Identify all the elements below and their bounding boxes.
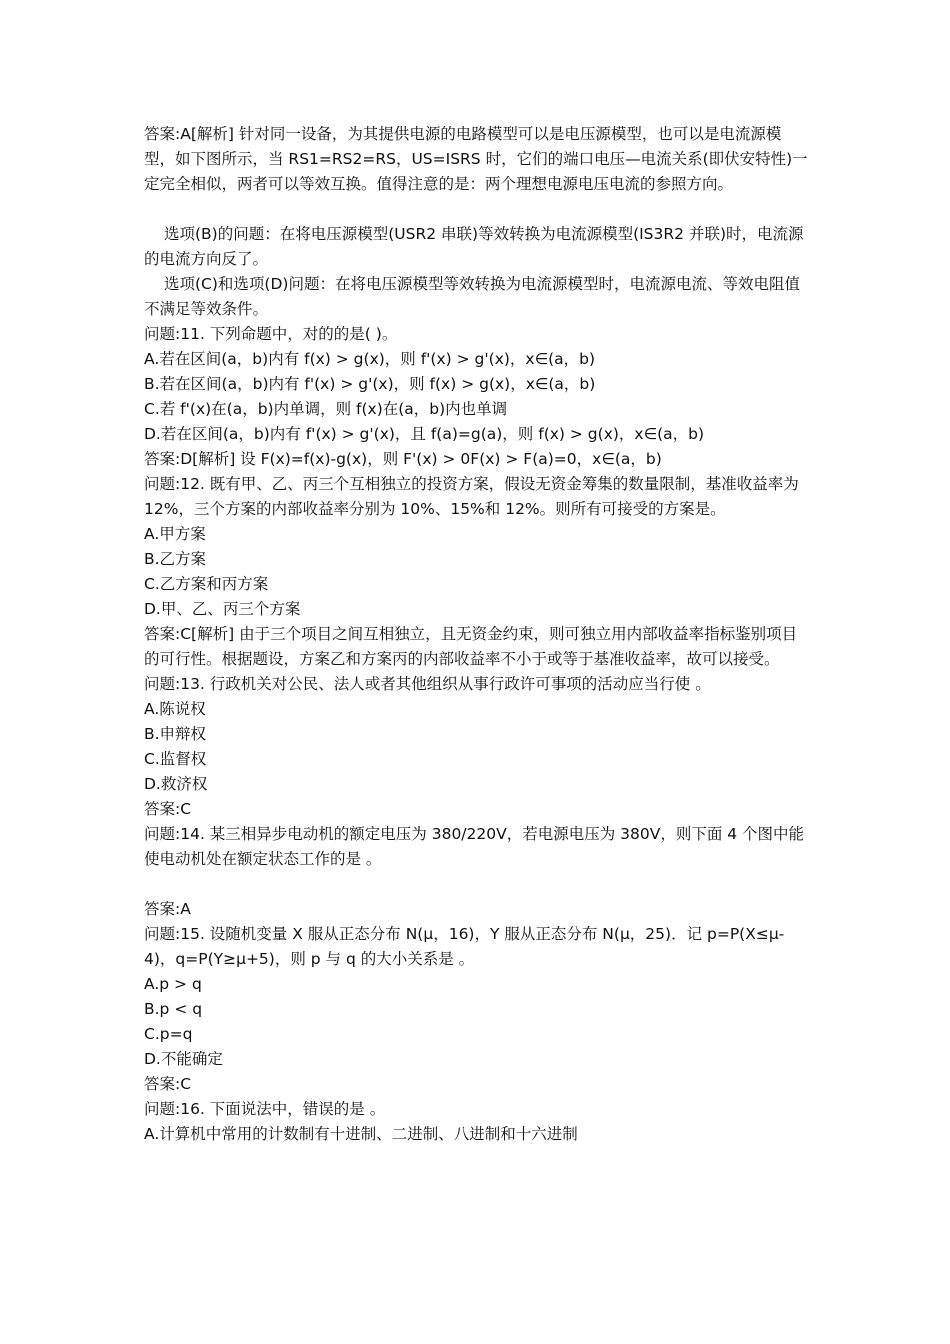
question-13: 问题:13. 行政机关对公民、法人或者其他组织从事行政许可事项的活动应当行使 。 — [144, 675, 711, 693]
answer-13: 答案:C — [144, 800, 192, 818]
question-15-option-d: D.不能确定 — [144, 1050, 223, 1068]
question-11-option-a: A.若在区间(a，b)内有 f(x) > g(x)，则 f'(x) > g'(x)，x∈(a，b) — [144, 350, 596, 368]
question-16-option-a: A.计算机中常用的计数制有十进制、二进制、八进制和十六进制 — [144, 1125, 578, 1143]
answer-10-note-b: 选项(B)的问题：在将电压源模型(USR2 串联)等效转换为电流源模型(IS3R2 并联)时，电流源的电流方向反了。 — [144, 225, 804, 268]
question-11-option-b: B.若在区间(a，b)内有 f'(x) > g'(x)，则 f(x) > g(x)，x∈(a，b) — [144, 375, 596, 393]
question-12-option-d: D.甲、乙、丙三个方案 — [144, 600, 301, 618]
question-11-option-c: C.若 f'(x)在(a，b)内单调，则 f(x)在(a，b)内也单调 — [144, 400, 508, 418]
question-16: 问题:16. 下面说法中，错误的是 。 — [144, 1100, 386, 1118]
question-11: 问题:11. 下列命题中，对的的是( )。 — [144, 325, 398, 343]
question-15: 问题:15. 设随机变量 X 服从正态分布 N(μ，16)，Y 服从正态分布 N(μ，25)．记 p=P(X≤μ-4)，q=P(Y≥μ+5)，则 p 与 q 的大小关系是 。 — [144, 925, 785, 968]
question-15-option-a: A.p > q — [144, 975, 202, 993]
answer-10-explanation: 答案:A[解析] 针对同一设备，为其提供电源的电路模型可以是电压源模型，也可以是电流源模型，如下图所示，当 RS1=RS2=RS，US=ISRS 时，它们的端口电压—电流关系(即伏安特性)一定完全相似，两者可以等效互换。值得注意的是：两个理想电源电压电流的参照方向。 — [144, 125, 808, 193]
spacer — [144, 197, 808, 222]
answer-10-note-cd: 选项(C)和选项(D)问题：在将电压源模型等效转换为电流源模型时，电流源电流、等效电阻值不满足等效条件。 — [144, 275, 800, 318]
question-11-option-d: D.若在区间(a，b)内有 f'(x) > g'(x)，且 f(a)=g(a)，则 f(x) > g(x)，x∈(a，b) — [144, 425, 705, 443]
question-15-option-c: C.p=q — [144, 1025, 193, 1043]
question-12-option-b: B.乙方案 — [144, 550, 207, 568]
answer-11: 答案:D[解析] 设 F(x)=f(x)-g(x)，则 F'(x) > 0F(x) > F(a)=0，x∈(a，b) — [144, 450, 662, 468]
question-13-option-c: C.监督权 — [144, 750, 207, 768]
answer-14: 答案:A — [144, 900, 191, 918]
question-15-option-b: B.p < q — [144, 1000, 203, 1018]
question-14: 问题:14. 某三相异步电动机的额定电压为 380/220V，若电源电压为 380V，则下面 4 个图中能使电动机处在额定状态工作的是 。 — [144, 825, 805, 868]
spacer — [144, 872, 808, 897]
question-13-option-b: B.申辩权 — [144, 725, 207, 743]
question-13-option-d: D.救济权 — [144, 775, 208, 793]
question-12: 问题:12. 既有甲、乙、丙三个互相独立的投资方案，假设无资金筹集的数量限制，基准收益率为 12%，三个方案的内部收益率分别为 10%、15%和 12%。则所有可接受的方案是。 — [144, 475, 799, 518]
answer-12: 答案:C[解析] 由于三个项目之间互相独立，且无资金约束，则可独立用内部收益率指标鉴别项目的可行性。根据题设，方案乙和方案丙的内部收益率不小于或等于基准收益率，故可以接受。 — [144, 625, 798, 668]
answer-15: 答案:C — [144, 1075, 192, 1093]
question-12-option-a: A.甲方案 — [144, 525, 206, 543]
document-body — [144, 122, 808, 1147]
question-12-option-c: C.乙方案和丙方案 — [144, 575, 269, 593]
question-13-option-a: A.陈说权 — [144, 700, 206, 718]
